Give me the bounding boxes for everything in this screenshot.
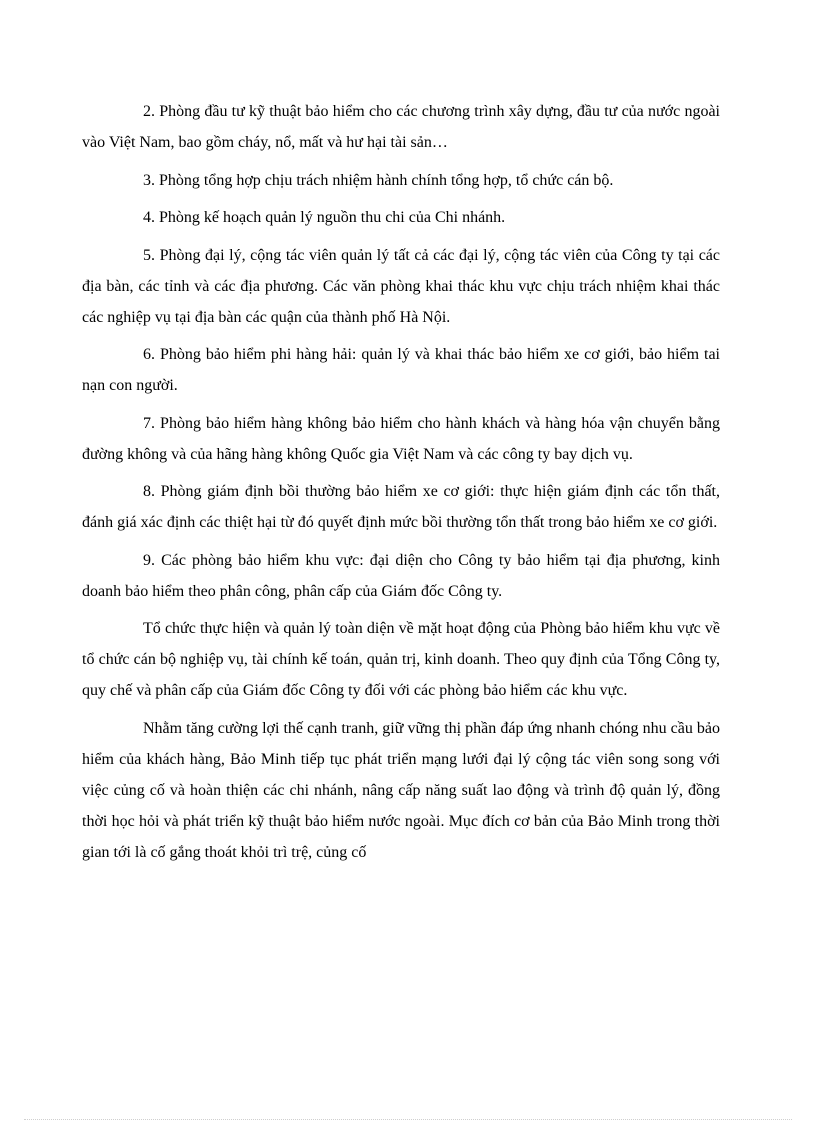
paragraph-department-7: 7. Phòng bảo hiểm hàng không bảo hiểm cho hành khách và hàng hóa vận chuyển bằng đường không và của hãng hàng không Quốc gia Việt Nam và các công ty bay dịch vụ. <box>82 414 720 463</box>
paragraph-department-2: 2. Phòng đầu tư kỹ thuật bảo hiểm cho các chương trình xây dựng, đầu tư của nước ngoài vào Việt Nam, bao gồm cháy, nổ, mất và hư hại tài sản… <box>82 103 720 151</box>
paragraph-department-8: 8. Phòng giám định bồi thường bảo hiểm xe cơ giới: thực hiện giám định các tổn thất, đánh giá xác định các thiệt hại từ đó quyết định mức bồi thường tổn thất trong bảo hiểm xe cơ giới. <box>82 483 720 531</box>
paragraph-strategy: Nhằm tăng cường lợi thế cạnh tranh, giữ vững thị phần đáp ứng nhanh chóng nhu cầu bảo hiểm của khách hàng, Bảo Minh tiếp tục phát triển mạng lưới đại lý cộng tác viên song song với việc củng cố và hoàn thiện các chi nhánh, nâng cấp năng suất lao động và trình độ quản lý, đồng thời học hỏi và phát triển kỹ thuật bảo hiểm nước ngoài. Mục đích cơ bản của Bảo Minh trong thời gian tới là cố gắng thoát khỏi trì trệ, củng cố <box>82 719 720 861</box>
paragraph-department-3: 3. Phòng tổng hợp chịu trách nhiệm hành chính tổng hợp, tổ chức cán bộ. <box>143 171 614 189</box>
paragraph-department-6: 6. Phòng bảo hiểm phi hàng hải: quản lý và khai thác bảo hiểm xe cơ giới, bảo hiểm tai nạn con người. <box>82 346 720 394</box>
paragraph-department-4: 4. Phòng kế hoạch quản lý nguồn thu chi của Chi nhánh. <box>143 209 506 226</box>
paragraph-regional-management: Tổ chức thực hiện và quản lý toàn diện về mặt hoạt động của Phòng bảo hiểm khu vực về tổ chức cán bộ nghiệp vụ, tài chính kế toán, quản trị, kinh doanh. Theo quy định của Tổng Công ty, quy chế và phân cấp của Giám đốc Công ty đối với các phòng bảo hiểm các khu vực. <box>82 620 720 699</box>
page-bottom-divider <box>24 1119 792 1120</box>
paragraph-department-9: 9. Các phòng bảo hiểm khu vực: đại diện cho Công ty bảo hiểm tại địa phương, kinh doanh bảo hiểm theo phân công, phân cấp của Giám đốc Công ty. <box>82 551 720 600</box>
paragraph-department-5: 5. Phòng đại lý, cộng tác viên quản lý tất cả các đại lý, cộng tác viên của Công ty tại các địa bàn, các tỉnh và các địa phương. Các văn phòng khai thác khu vực chịu trách nhiệm khai thác các nghiệp vụ tại địa bàn các quận của thành phố Hà Nội. <box>82 246 720 326</box>
document-page <box>82 96 720 874</box>
